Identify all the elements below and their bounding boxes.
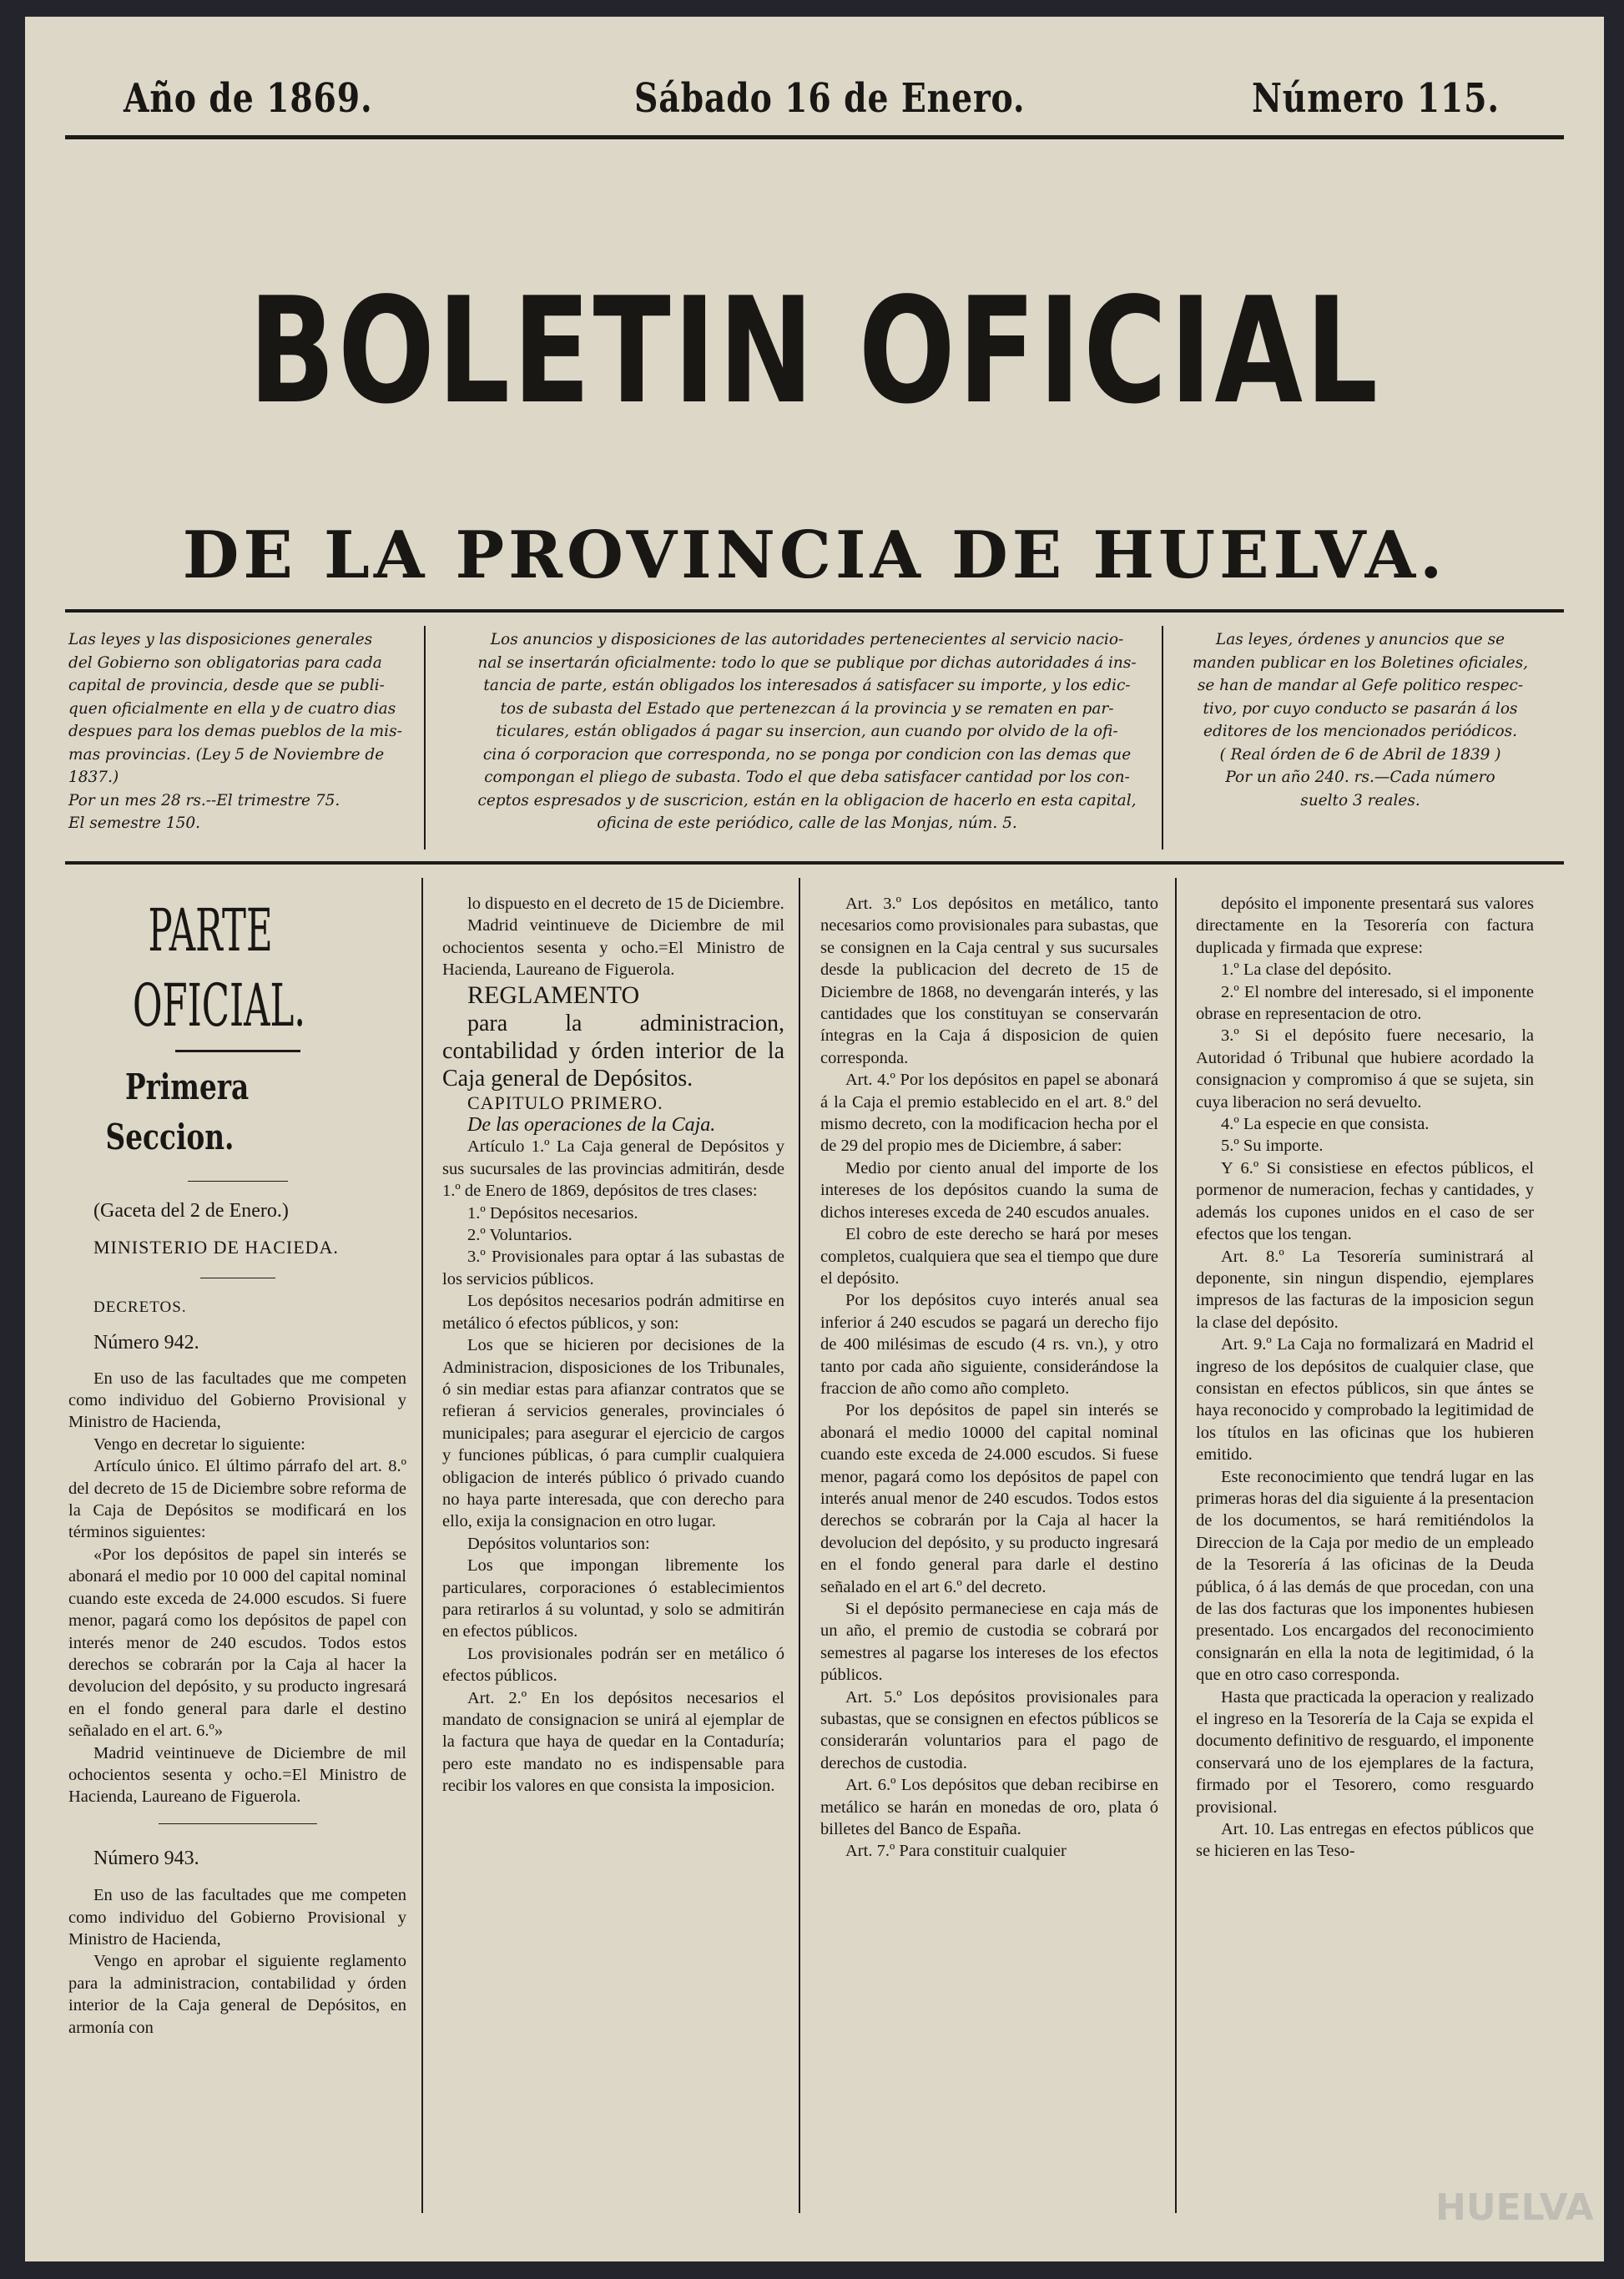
paragraph: Art. 7.º Para constituir cualquier	[845, 1842, 1067, 1861]
paragraph: Art. 3.º Los depósitos en metálico, tanto necesarios como provisionales para subastas, que se consignen en la Caja central y sus sucursales desde la publicacion del decreto de 15 de Diciembre de 1868, no devengarán interés, y las cantidades que los constituyan se conservarán íntegras en la Caja á disposicion de quien corresponda.	[820, 895, 1158, 1067]
paragraph: Vengo en aprobar el siguiente reglamento para la administracion, contabilidad y órden interior de la Caja general de Depósitos, en armonía con	[68, 1952, 406, 2037]
newspaper-page	[25, 17, 1604, 2261]
column-3	[820, 893, 1158, 2220]
header-rule	[65, 135, 1564, 139]
paragraph: En uso de las facultades que me competen como individuo del Gobierno Provisional y Ministro de Hacienda,	[68, 1886, 406, 1949]
issue-year: Año de 1869.	[124, 75, 373, 122]
issue-number: Número 115.	[1252, 75, 1500, 122]
paragraph: Madrid veintinueve de Diciembre de mil ochocientos sesenta y ocho.=El Ministro de Hacienda, Laureano de Figuerola.	[442, 916, 784, 980]
columns-top-rule	[65, 861, 1564, 865]
chapter-subtitle: De las operaciones de la Caja.	[467, 1114, 716, 1137]
column-divider-1	[421, 878, 423, 2213]
paragraph: El cobro de este derecho se hará por meses completos, cualquiera que sea el tiempo que dure el depósito.	[820, 1225, 1158, 1288]
decretos-heading: DECRETOS.	[93, 1298, 187, 1316]
notice-center: Los anuncios y disposiciones de las autoridades pertenecientes al servicio nacio- nal se insertarán oficialmente: todo lo que se publique por dichas autoridades á ins- tancia de parte, están obligados los interesados á satisfacer su importe, y los edic- tos de subasta del Estado que pertenezcan á la provincia y se rematen en par- ticulares, están obligados á pagar su insercion, aun cuando por olvido de la ofi- cina ó corporacion que corresponda, no se ponga por condicion con las demas que compongan el pliego de subasta. Todo el que deba satisfacer cantidad por los con- ceptos espresados y de suscricion, están en la obligacion de hacerlo en esta capital, oficina de este periódico, calle de las Monjas, núm. 5.	[477, 631, 1137, 832]
section-rule	[188, 1181, 288, 1182]
paragraph: Los que impongan libremente los particulares, corporaciones ó establecimientos para retirarlos á su voluntad, y solo se admitirán en efectos públicos.	[442, 1556, 784, 1641]
paragraph: En uso de las facultades que me competen como individuo del Gobierno Provisional y Ministro de Hacienda,	[68, 1369, 406, 1432]
reglamento-title: REGLAMENTO	[467, 981, 640, 1009]
paragraph: Los provisionales podrán ser en metálico ó efectos públicos.	[442, 1644, 784, 1686]
column-divider-3	[1175, 878, 1177, 2213]
paragraph: 1.º Depósitos necesarios.	[467, 1203, 638, 1223]
decree-number-943: Número 943.	[93, 1847, 199, 1869]
masthead-title: BOLETIN OFICIAL	[248, 267, 1381, 436]
paragraph: Depósitos voluntarios son:	[467, 1534, 650, 1553]
notice-right: Las leyes, órdenes y anuncios que se manden publicar en los Boletines oficiales, se han de mandar al Gefe politico respec- tivo, por cuyo conducto se pasarán á los editores de los mencionados periódicos. ( Real órden de 6 de Abril de 1839 ) Por un año 240. rs.—Cada número suelto 3 reales.	[1192, 631, 1528, 809]
column-divider-2	[799, 878, 800, 2213]
paragraph: Madrid veintinueve de Diciembre de mil ochocientos sesenta y ocho.=El Ministro de Hacienda, Laureano de Figuerola.	[68, 1743, 406, 1807]
paragraph: Los depósitos necesarios podrán admitirse en metálico ó efectos públicos, y son:	[442, 1292, 784, 1333]
paragraph: Art. 8.º La Tesorería suministrará al deponente, sin ningun dispendio, ejemplares impresos de las facturas de la imposicion segun la clase del depósito.	[1196, 1247, 1534, 1332]
archive-watermark: HUELVA	[1435, 2186, 1594, 2229]
paragraph: 2.º Voluntarios.	[467, 1226, 572, 1245]
paragraph: Art. 5.º Los depósitos provisionales para subastas, que se consignen en efectos públicos se considerarán voluntarios para el pago de derechos de custodia.	[820, 1687, 1158, 1772]
section-heading: Primera Seccion.	[105, 1066, 250, 1157]
paragraph: 3.º Si el depósito fuere necesario, la Autoridad ó Tribunal que hubiere acordado la consignacion y compromiso á que se sujeta, sin cuya liberacion no será devuelto.	[1196, 1026, 1534, 1112]
masthead-subtitle: DE LA PROVINCIA DE HUELVA.	[182, 517, 1447, 593]
column-2	[442, 893, 784, 2220]
paragraph: Por los depósitos de papel sin interés se abonará el medio 10000 del capital nominal cuando este exceda de 24.000 escudos. Si fuese menor, pagará como los depósitos de papel con interés anual menor de 240 escudos. Todos estos derechos se cobrarán por la Caja al hacer la devolucion del depósito, y su producto ingresará en el fondo general para darle el destino señalado en el art 6.º del decreto.	[820, 1401, 1158, 1596]
paragraph: Si el depósito permaneciese en caja más de un año, el premio de custodia se cobrará por semestres al pagarse los intereses de los efectos públicos.	[820, 1600, 1158, 1685]
ornament-rule	[175, 1050, 300, 1052]
paragraph: Artículo único. El último párrafo del art. 8.º del decreto de 15 de Diciembre sobre reforma de la Caja de Depósitos se modificará en los términos siguientes:	[68, 1457, 406, 1542]
paragraph: Medio por ciento anual del importe de los intereses de los depósitos cuando la suma de dichos intereses exceda de 240 escudos anuales.	[820, 1158, 1158, 1222]
paragraph: Por los depósitos cuyo interés anual sea inferior á 240 escudos se pagará un derecho fijo de 400 milésimas de escudo (4 rs. vn.), y otro tanto por cada año siguiente, considerándose la fraccion de año como año completo.	[820, 1291, 1158, 1398]
paragraph: Artículo 1.º La Caja general de Depósitos y sus sucursales de las provincias admitirán, desde 1.º de Enero de 1869, depósitos de tres clases:	[442, 1137, 784, 1201]
paragraph: Hasta que practicada la operacion y realizado el ingreso en la Tesorería de la Caja se expida el documento definitivo de resguardo, el imponente conservará uno de los ejemplares de la factura, firmado por el Tesorero, como resguardo provisional.	[1196, 1687, 1534, 1817]
paragraph: Art. 10. Las entregas en efectos públicos que se hicieren en las Teso-	[1196, 1820, 1534, 1861]
paragraph: depósito el imponente presentará sus valores directamente en la Tesorería con factura duplicada y firmada que exprese:	[1196, 895, 1534, 957]
ministry-heading: MINISTERIO DE HACIEDA.	[93, 1237, 339, 1258]
column-1	[68, 893, 406, 2220]
gaceta-reference: (Gaceta del 2 de Enero.)	[93, 1200, 289, 1222]
reglamento-subtitle: para la administracion, contabilidad y órden interior de la Caja general de Depósitos.	[442, 1010, 784, 1092]
paragraph: Los que se hicieren por decisiones de la Administracion, disposiciones de los Tribunales, ó sin mediar estas para afianzar contratos que se refieran á servicios generales, provinciales ó municipales; para asegurar el ejercicio de cargos y funciones públicas, ó para cumplir cualquiera obligacion de interés público ó privado cuando no haya parte interesada, que con derecho para ello, exija la consignacion en otro lugar.	[442, 1336, 784, 1531]
chapter-heading: CAPITULO PRIMERO.	[467, 1092, 663, 1113]
paragraph: Art. 9.º La Caja no formalizará en Madrid el ingreso de los depósitos de cualquier clase, que consistan en efectos públicos, sin que ántes se haya reconocido y comprobado la legitimidad de los títulos en las oficinas que los hubieren emitido.	[1196, 1335, 1534, 1465]
notice-divider-2	[1162, 626, 1163, 850]
column-4	[1196, 893, 1534, 2220]
decree-rule	[159, 1823, 317, 1824]
notice-left: Las leyes y las disposiciones generales del Gobierno son obligatorias para cada capital de provincia, desde que se publi- quen oficialmente en ella y de cuatro dias despues para los demas pueblos de la mis- mas provincias. (Ley 5 de Noviembre de 1837.) Por un mes 28 rs.--El trimestre 75. El semestre 150.	[68, 631, 402, 832]
paragraph: 1.º La clase del depósito.	[1221, 961, 1392, 980]
paragraph: Este reconocimiento que tendrá lugar en las primeras horas del dia siguiente á la presentacion de los documentos, se hará remitiéndolos la Direccion de la Caja por medio de un empleado de la Tesorería á las oficinas de la Deuda pública, ó á las demás de que procedan, con una de las dos facturas que los imponentes hubiesen presentado. Los encargados del reconocimiento consignarán en ella la nota de legitimidad, ó la que en otro caso corresponda.	[1196, 1467, 1534, 1685]
notice-top-rule	[65, 609, 1564, 613]
parte-oficial-heading: PARTE OFICIAL.	[132, 896, 306, 1040]
paragraph: Art. 2.º En los depósitos necesarios el mandato de consignacion se unirá al ejemplar de la factura que haya de quedar en la Contaduría; pero este mandato no es indispensable para recibir los valores en que consista la imposicion.	[442, 1688, 784, 1796]
decree-number-942: Número 942.	[93, 1332, 199, 1354]
paragraph: «Por los depósitos de papel sin interés se abonará el medio por 10 000 del capital nominal cuando este exceda de 24.000 escudos. Si fuere menor, pagará como los depósitos de papel con interés menor de 240 escudos. Todos estos derechos se cobrarán por la Caja al hacer la devolucion del depósito, y su producto ingresará en el fondo general para darle el destino señalado en el art. 6.º»	[68, 1545, 406, 1741]
paragraph: Art. 4.º Por los depósitos en papel se abonará á la Caja el premio establecido en el art. 8.º del mismo decreto, con la modificacion hecha por el de 29 del propio mes de Diciembre, á saber:	[820, 1071, 1158, 1156]
paragraph: 2.º El nombre del interesado, si el imponente obrase en representacion de otro.	[1196, 982, 1534, 1024]
paragraph: lo dispuesto en el decreto de 15 de Diciembre.	[467, 895, 784, 913]
paragraph: 3.º Provisionales para optar á las subastas de los servicios públicos.	[442, 1248, 784, 1288]
paragraph: Vengo en decretar lo siguiente:	[93, 1434, 305, 1454]
paragraph: 5.º Su importe.	[1221, 1137, 1324, 1156]
notice-divider-1	[424, 626, 426, 850]
paragraph: Art. 6.º Los depósitos que deban recibirse en metálico se harán en monedas de oro, plata ó billetes del Banco de España.	[820, 1776, 1158, 1839]
paragraph: Y 6.º Si consistiese en efectos públicos, el pormenor de numeracion, fechas y cantidades, y además los cupones unidos en el caso de ser efectos que los tengan.	[1196, 1158, 1534, 1244]
issue-date: Sábado 16 de Enero.	[634, 75, 1026, 122]
paragraph: 4.º La especie en que consista.	[1221, 1115, 1430, 1134]
